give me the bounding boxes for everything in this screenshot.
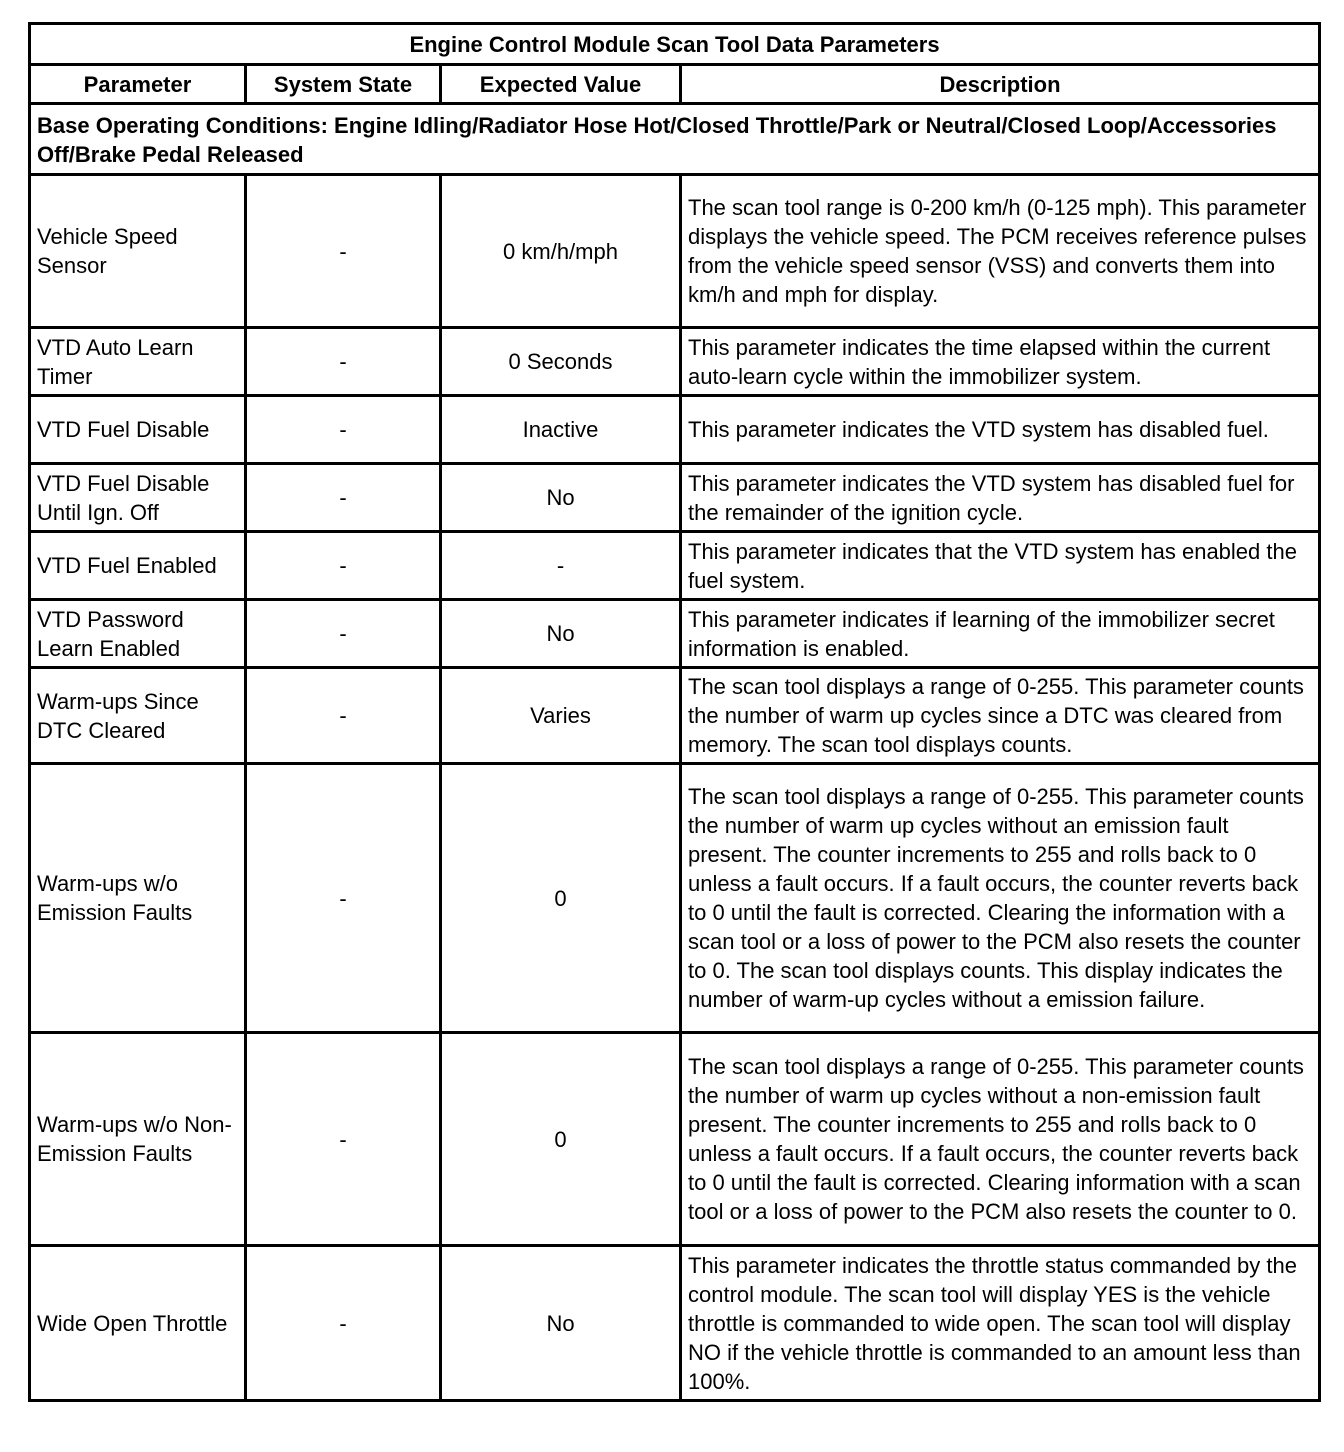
system-state-cell: - [246,600,441,668]
description-cell: The scan tool displays a range of 0-255. This parameter counts the number of warm up cycles without an emission fault present. The counter increments to 255 and rolls back to 0 unless a fault occurs. If a fault occurs, the counter reverts back to 0 until the fault is corrected. Clearing the information with a scan tool or a loss of power to the PCM also resets the counter to 0. The scan tool displays counts. This display indicates the number of warm-up cycles without a emission failure. [681,764,1320,1033]
parameter-cell: VTD Auto Learn Timer [30,328,246,396]
expected-value-cell: Varies [441,668,681,764]
expected-value-cell: No [441,600,681,668]
system-state-cell: - [246,464,441,532]
system-state-cell: - [246,1246,441,1401]
base-operating-conditions: Base Operating Conditions: Engine Idling/Radiator Hose Hot/Closed Throttle/Park or Neutral/Closed Loop/Accessories Off/Brake Pedal Released [30,104,1320,175]
expected-value-cell: - [441,532,681,600]
base-conditions-row [30,104,1320,175]
description-cell: The scan tool range is 0-200 km/h (0-125 mph). This parameter displays the vehicle speed. The PCM receives reference pulses from the vehicle speed sensor (VSS) and converts them into km/h and mph for display. [681,175,1320,328]
expected-value-cell: 0 [441,764,681,1033]
column-header-system-state: System State [246,65,441,104]
parameter-cell: VTD Fuel Enabled [30,532,246,600]
parameter-cell: VTD Fuel Disable [30,396,246,464]
expected-value-cell: No [441,1246,681,1401]
system-state-cell: - [246,668,441,764]
expected-value-cell: 0 km/h/mph [441,175,681,328]
column-header-parameter: Parameter [30,65,246,104]
expected-value-cell: 0 Seconds [441,328,681,396]
table-row [30,764,1320,1033]
system-state-cell: - [246,175,441,328]
description-cell: This parameter indicates the VTD system has disabled fuel. [681,396,1320,464]
table-row [30,175,1320,328]
scan-tool-data-table [28,22,1321,1402]
parameter-cell: VTD Fuel Disable Until Ign. Off [30,464,246,532]
table-row [30,668,1320,764]
column-header-row [30,65,1320,104]
system-state-cell: - [246,396,441,464]
system-state-cell: - [246,1033,441,1246]
table-row [30,1246,1320,1401]
parameter-cell: Warm-ups w/o Emission Faults [30,764,246,1033]
table-row [30,328,1320,396]
description-cell: This parameter indicates that the VTD system has enabled the fuel system. [681,532,1320,600]
description-cell: The scan tool displays a range of 0-255. This parameter counts the number of warm up cycles since a DTC was cleared from memory. The scan tool displays counts. [681,668,1320,764]
table-row [30,1033,1320,1246]
parameter-cell: Warm-ups w/o Non-Emission Faults [30,1033,246,1246]
description-cell: This parameter indicates the time elapsed within the current auto-learn cycle within the immobilizer system. [681,328,1320,396]
table-title-row [30,24,1320,65]
description-cell: This parameter indicates if learning of the immobilizer secret information is enabled. [681,600,1320,668]
description-cell: This parameter indicates the throttle status commanded by the control module. The scan tool will display YES is the vehicle throttle is commanded to wide open. The scan tool will display NO if the vehicle throttle is commanded to an amount less than 100%. [681,1246,1320,1401]
column-header-expected-value: Expected Value [441,65,681,104]
column-header-description: Description [681,65,1320,104]
parameter-cell: Vehicle Speed Sensor [30,175,246,328]
table-row [30,532,1320,600]
system-state-cell: - [246,764,441,1033]
description-cell: The scan tool displays a range of 0-255. This parameter counts the number of warm up cycles without a non-emission fault present. The counter increments to 255 and rolls back to 0 unless a fault occurs. If a fault occurs, the counter reverts back to 0 until the fault is corrected. Clearing information with a scan tool or a loss of power to the PCM also resets the counter to 0. [681,1033,1320,1246]
expected-value-cell: 0 [441,1033,681,1246]
table-row [30,464,1320,532]
table-row [30,600,1320,668]
system-state-cell: - [246,328,441,396]
system-state-cell: - [246,532,441,600]
table-row [30,396,1320,464]
parameter-cell: Wide Open Throttle [30,1246,246,1401]
expected-value-cell: No [441,464,681,532]
expected-value-cell: Inactive [441,396,681,464]
parameter-cell: Warm-ups Since DTC Cleared [30,668,246,764]
parameter-cell: VTD Password Learn Enabled [30,600,246,668]
description-cell: This parameter indicates the VTD system has disabled fuel for the remainder of the ignition cycle. [681,464,1320,532]
table-title: Engine Control Module Scan Tool Data Parameters [30,24,1320,65]
